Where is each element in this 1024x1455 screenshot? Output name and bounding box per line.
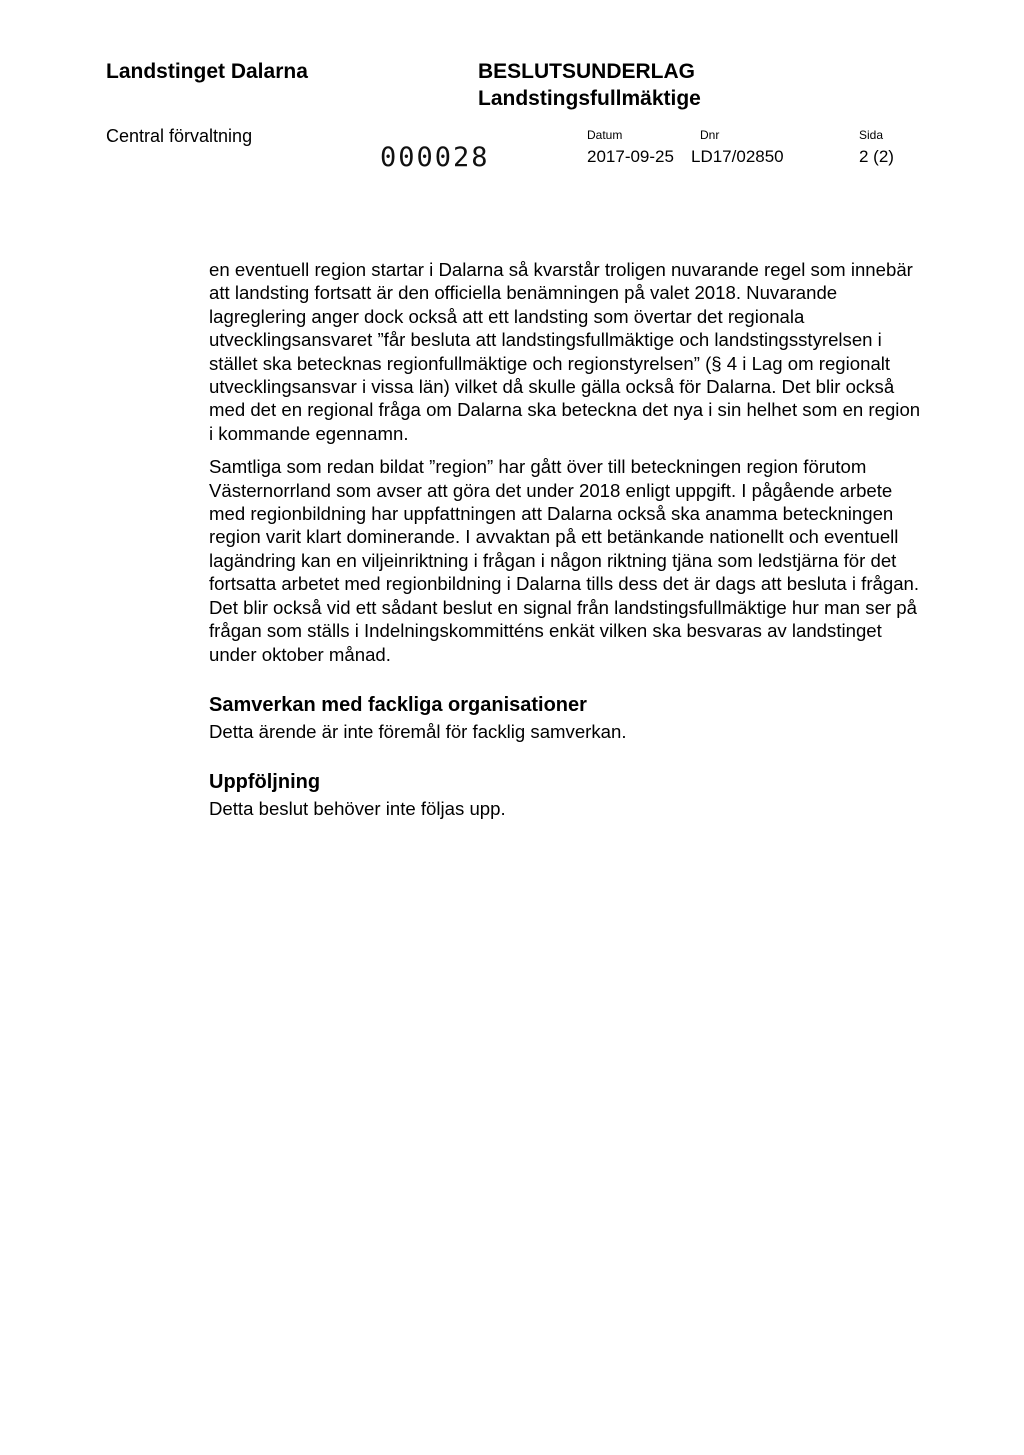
document-subtitle: Landstingsfullmäktige — [478, 87, 701, 110]
document-type: BESLUTSUNDERLAG — [478, 60, 696, 83]
stamp-number: 000028 — [380, 142, 490, 173]
sida-value: 2 (2) — [859, 147, 894, 166]
department-name: Central förvaltning — [106, 126, 253, 146]
section-heading-samverkan: Samverkan med fackliga organisationer — [209, 693, 587, 716]
section-heading-uppfoljning: Uppföljning — [209, 771, 321, 794]
section-text-samverkan: Detta ärende är inte föremål för facklig samverkan. — [209, 720, 627, 742]
sida-label: Sida — [859, 128, 884, 142]
body-paragraph: Samtliga som redan bildat ”region” har gått över till beteckningen region förutom Västernorrland som avser att göra det under 2018 enligt uppgift. I pågående arbete med regionbildning har uppfattningen att Dalarna också ska anamma beteckningen region varit klart dominerande. I avvaktan på ett betänkande nationellt och eventuell lagändring kan en viljeinriktning i frågan i någon riktning tjäna som ledstjärna för det fortsatta arbetet med regionbildning i Dalarna tills dess det är dags att besluta i frågan. Det blir också vid ett sådant beslut en signal från landstingsfullmäktige hur man ser på frågan som ställs i Indelningskommitténs enkät vilken ska besvaras av landstinget under oktober månad. — [209, 456, 920, 665]
datum-value: 2017-09-25 — [587, 147, 674, 166]
organization-name: Landstinget Dalarna — [106, 60, 308, 83]
dnr-label: Dnr — [700, 128, 720, 142]
section-text-uppfoljning: Detta beslut behöver inte följas upp. — [209, 798, 506, 820]
body-paragraph: en eventuell region startar i Dalarna så kvarstår troligen nuvarande regel som innebär att landsting fortsatt är den officiella benämningen på valet 2018. Nuvarande lagreglering anger dock också att ett landsting som övertar det regionala utvecklingsansvaret ”får besluta att landstingsfullmäktige och landstingsstyrelsen i stället ska betecknas regionfullmäktige och regionstyrelsen” (§ 4 i Lag om regionalt utvecklingsansvar i vissa län) vilket då skulle gälla också för Dalarna. Det blir också med det en regional fråga om Dalarna ska beteckna det nya i sin helhet som en region i kommande egennamn. — [209, 259, 921, 444]
document-body — [209, 258, 929, 831]
datum-label: Datum — [587, 128, 623, 142]
dnr-value: LD17/02850 — [691, 147, 784, 166]
